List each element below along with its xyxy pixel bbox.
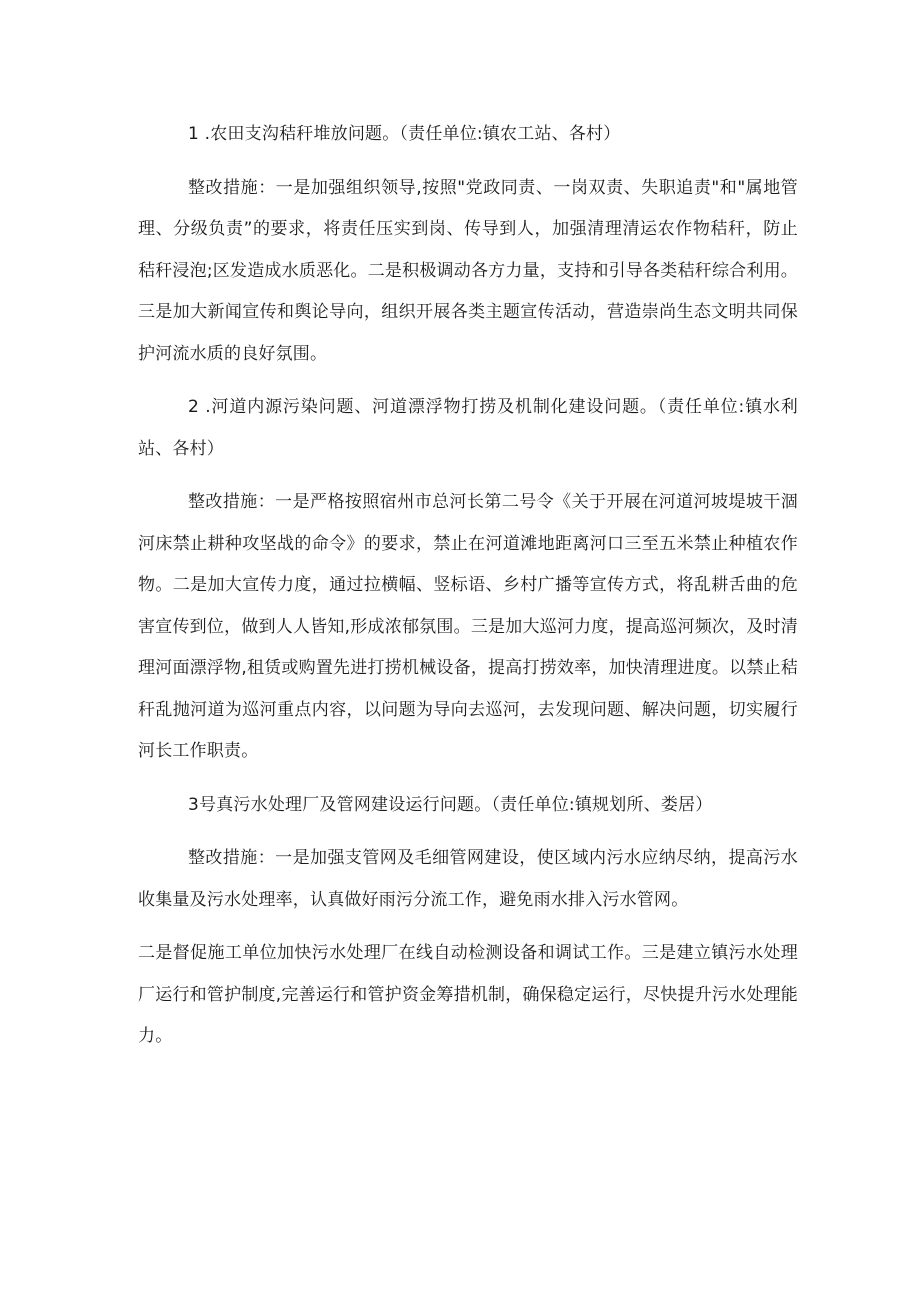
paragraph-measure-3b: 二是督促施工单位加快污水处理厂在线自动检测设备和调试工作。三是建立镇污水处理厂运行和管护制度,完善运行和管护资金筹措机制，确保稳定运行，尽快提升污水处理能力。: [138, 943, 798, 1046]
paragraph-measure-2: 整改措施：一是严格按照宿州市总河长第二号令《关于开展在河道河坡堤坡干涸河床禁止耕种攻坚战的命令》的要求，禁止在河道滩地距离河口三至五米禁止种植农作物。二是加大宣传力度，通过拉横幅、竖标语、乡村广播等宣传方式，将乱耕舌曲的危害宣传到位，做到人人皆知,形成浓郁氛围。三是加大巡河力度，提高巡河频次，及时清理河面漂浮物,租赁或购置先进打捞机械设备，提高打捞效率，加快清理进度。以禁止秸秆乱抛河道为巡河重点内容，以问题为导向去巡河，去发现问题、解决问题，切实履行河长工作职责。: [138, 492, 798, 761]
paragraph-heading-2: 2 .河道内源污染问题、河道漂浮物打捞及机制化建设问题。（责任单位:镇水利站、各村）: [138, 397, 798, 459]
document-body: [138, 114, 798, 1058]
paragraph-measure-3a: 整改措施：一是加强支管网及毛细管网建设，使区域内污水应纳尽纳，提高污水收集量及污水处理率，认真做好雨污分流工作，避免雨水排入污水管网。: [138, 848, 798, 910]
paragraph-measure-1: 整改措施：一是加强组织领导,按照"党政同责、一岗双责、失职追责"和"属地管理、分级负责”的要求，将责任压实到岗、传导到人，加强清理清运农作物秸秆，防止秸秆浸泡;区发造成水质恶化。二是积极调动各方力量，支持和引导各类秸秆综合利用。三是加大新闻宣传和舆论导向，组织开展各类主题宣传活动，营造崇尚生态文明共同保护河流水质的良好氛围。: [138, 177, 798, 364]
paragraph-heading-3: 3号真污水处理厂及管网建设运行问题。（责任单位:镇规划所、娄居）: [188, 794, 713, 815]
paragraph-heading-1: 1 .农田支沟秸秆堆放问题。（责任单位:镇农工站、各村）: [188, 124, 621, 144]
